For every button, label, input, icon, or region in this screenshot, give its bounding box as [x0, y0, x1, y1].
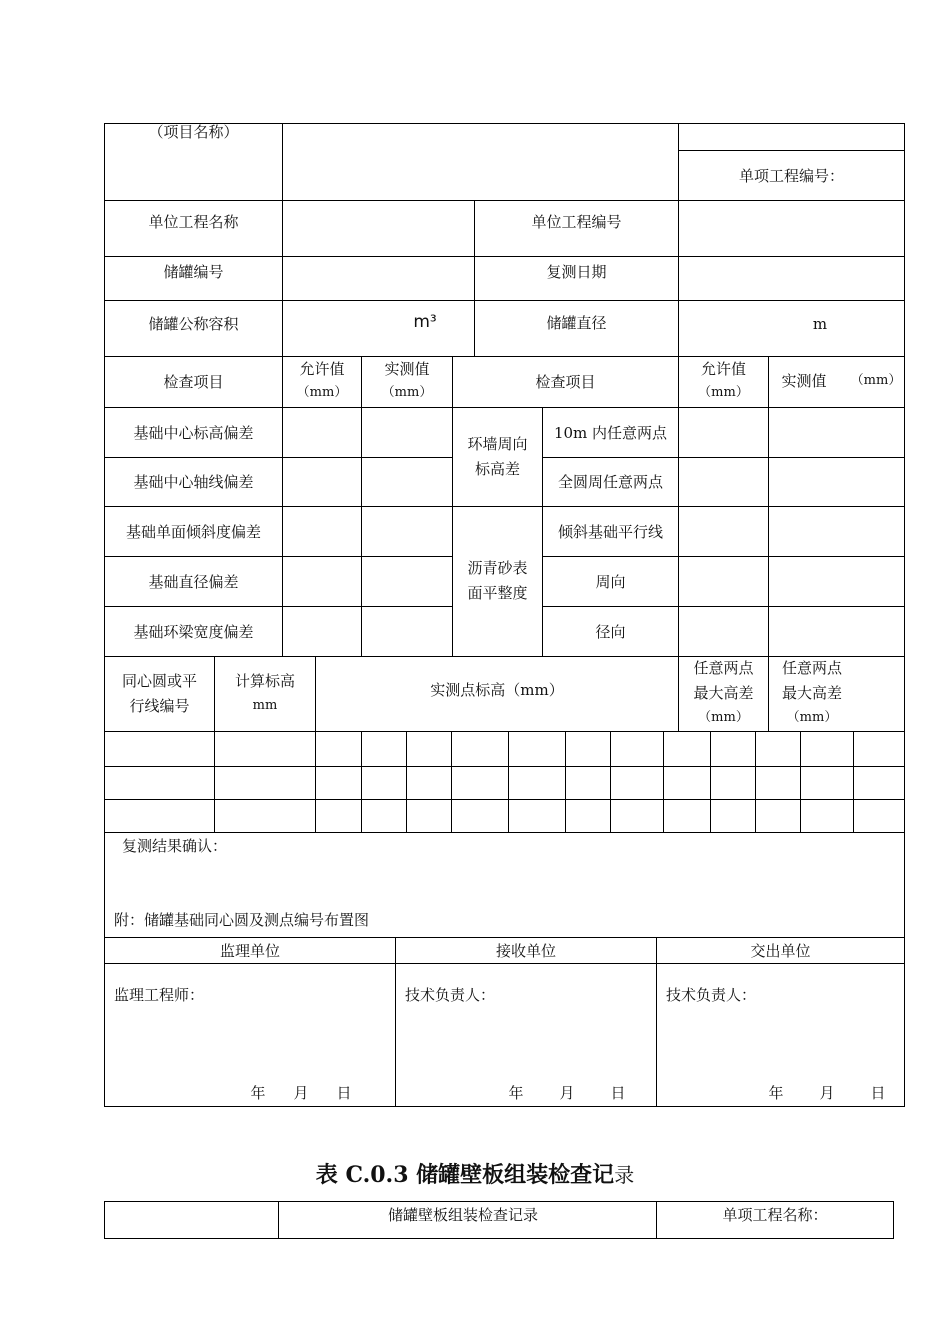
max-diff-right-unit: （mm） [786, 710, 838, 725]
wall-full-circle-points: 全圆周任意两点 [557, 473, 663, 491]
volume-unit: m³ [413, 312, 437, 332]
attachment-label: 附：储罐基础同心圆及测点编号布置图 [114, 911, 370, 929]
date-year-2: 年 [508, 1084, 524, 1102]
circle-no-line1: 同心圆或平 [121, 672, 197, 690]
table-2-header-center: 储罐壁板组装检查记录 [387, 1206, 538, 1224]
date-day-1: 日 [336, 1084, 352, 1102]
asphalt-circumferential: 周向 [595, 572, 626, 591]
handover-unit-header: 交出单位 [750, 941, 811, 960]
wall-elev-diff-line2: 标高差 [474, 460, 520, 478]
tech-lead-label-2: 技术负责人： [666, 986, 757, 1004]
subproject-no-label: 单项工程编号： [738, 166, 844, 185]
measured-points-header: 实测点标高（mm） [430, 680, 564, 699]
asphalt-tilt-parallel: 倾斜基础平行线 [557, 522, 663, 541]
date-year-3: 年 [768, 1084, 784, 1102]
row-foundation-center-axis: 基础中心轴线偏差 [133, 473, 254, 491]
wall-10m-points: 10m 内任意两点 [553, 423, 668, 442]
max-diff-line2: 最大高差 [693, 684, 754, 702]
date-year-1: 年 [250, 1084, 266, 1102]
diameter-label: 储罐直径 [546, 313, 607, 332]
allow-value-header: 允许值 [299, 360, 345, 378]
table-2-header-right: 单项工程名称： [722, 1206, 828, 1224]
asphalt-flatness-line1: 沥青砂表 [467, 559, 528, 577]
check-item-header-right: 检查项目 [535, 373, 596, 391]
nominal-volume-label: 储罐公称容积 [148, 314, 239, 333]
date-month-2: 月 [559, 1084, 575, 1102]
unit-no-label: 单位工程编号 [531, 213, 622, 231]
row-foundation-center-elev: 基础中心标高偏差 [133, 423, 254, 442]
supervisor-unit-header: 监理单位 [219, 941, 280, 960]
measured-value-unit: （mm） [381, 385, 433, 400]
measured-value-header: 实测值 [384, 360, 430, 378]
date-month-1: 月 [293, 1084, 309, 1102]
asphalt-flatness-line2: 面平整度 [467, 584, 528, 602]
calc-elev-unit: mm [252, 698, 278, 713]
receiver-unit-header: 接收单位 [495, 941, 556, 960]
date-day-3: 日 [870, 1084, 886, 1102]
row-foundation-tilt: 基础单面倾斜度偏差 [125, 522, 261, 541]
measured-value-header-right: 实测值 [781, 372, 827, 390]
check-item-header: 检查项目 [163, 373, 224, 391]
wall-elev-diff-line1: 环墙周向 [467, 435, 528, 453]
project-name-label: （项目名称） [148, 123, 239, 141]
table-2-title-main: 表 C.0.3 储罐壁板组装检查记 [315, 1162, 615, 1188]
recheck-confirm-label: 复测结果确认： [122, 837, 228, 855]
max-diff-right-line1: 任意两点 [781, 659, 842, 677]
table-2-title-tail: 录 [614, 1163, 635, 1187]
circle-no-line2: 行线编号 [129, 697, 190, 715]
allow-value-unit-right: （mm） [698, 385, 749, 400]
max-diff-line1: 任意两点 [693, 659, 754, 677]
table-2-title [0, 1158, 950, 1189]
diameter-unit: m [812, 315, 828, 333]
calc-elev-line1: 计算标高 [234, 672, 295, 690]
row-foundation-diameter: 基础直径偏差 [148, 572, 239, 591]
mm-unit-right: （mm） [850, 373, 902, 388]
allow-value-header-right: 允许值 [700, 360, 746, 378]
tank-no-label: 储罐编号 [163, 263, 224, 281]
recheck-date-label: 复测日期 [546, 263, 607, 281]
supervisor-engineer-label: 监理工程师： [114, 986, 205, 1004]
date-month-3: 月 [819, 1084, 835, 1102]
allow-value-unit: （mm） [296, 385, 348, 400]
unit-name-label: 单位工程名称 [148, 213, 239, 231]
tech-lead-label: 技术负责人： [405, 986, 496, 1004]
asphalt-radial: 径向 [595, 622, 626, 641]
max-diff-unit: （mm） [698, 710, 749, 725]
date-day-2: 日 [610, 1084, 626, 1102]
row-ring-beam-width: 基础环梁宽度偏差 [133, 622, 254, 641]
max-diff-right-line2: 最大高差 [781, 684, 842, 702]
